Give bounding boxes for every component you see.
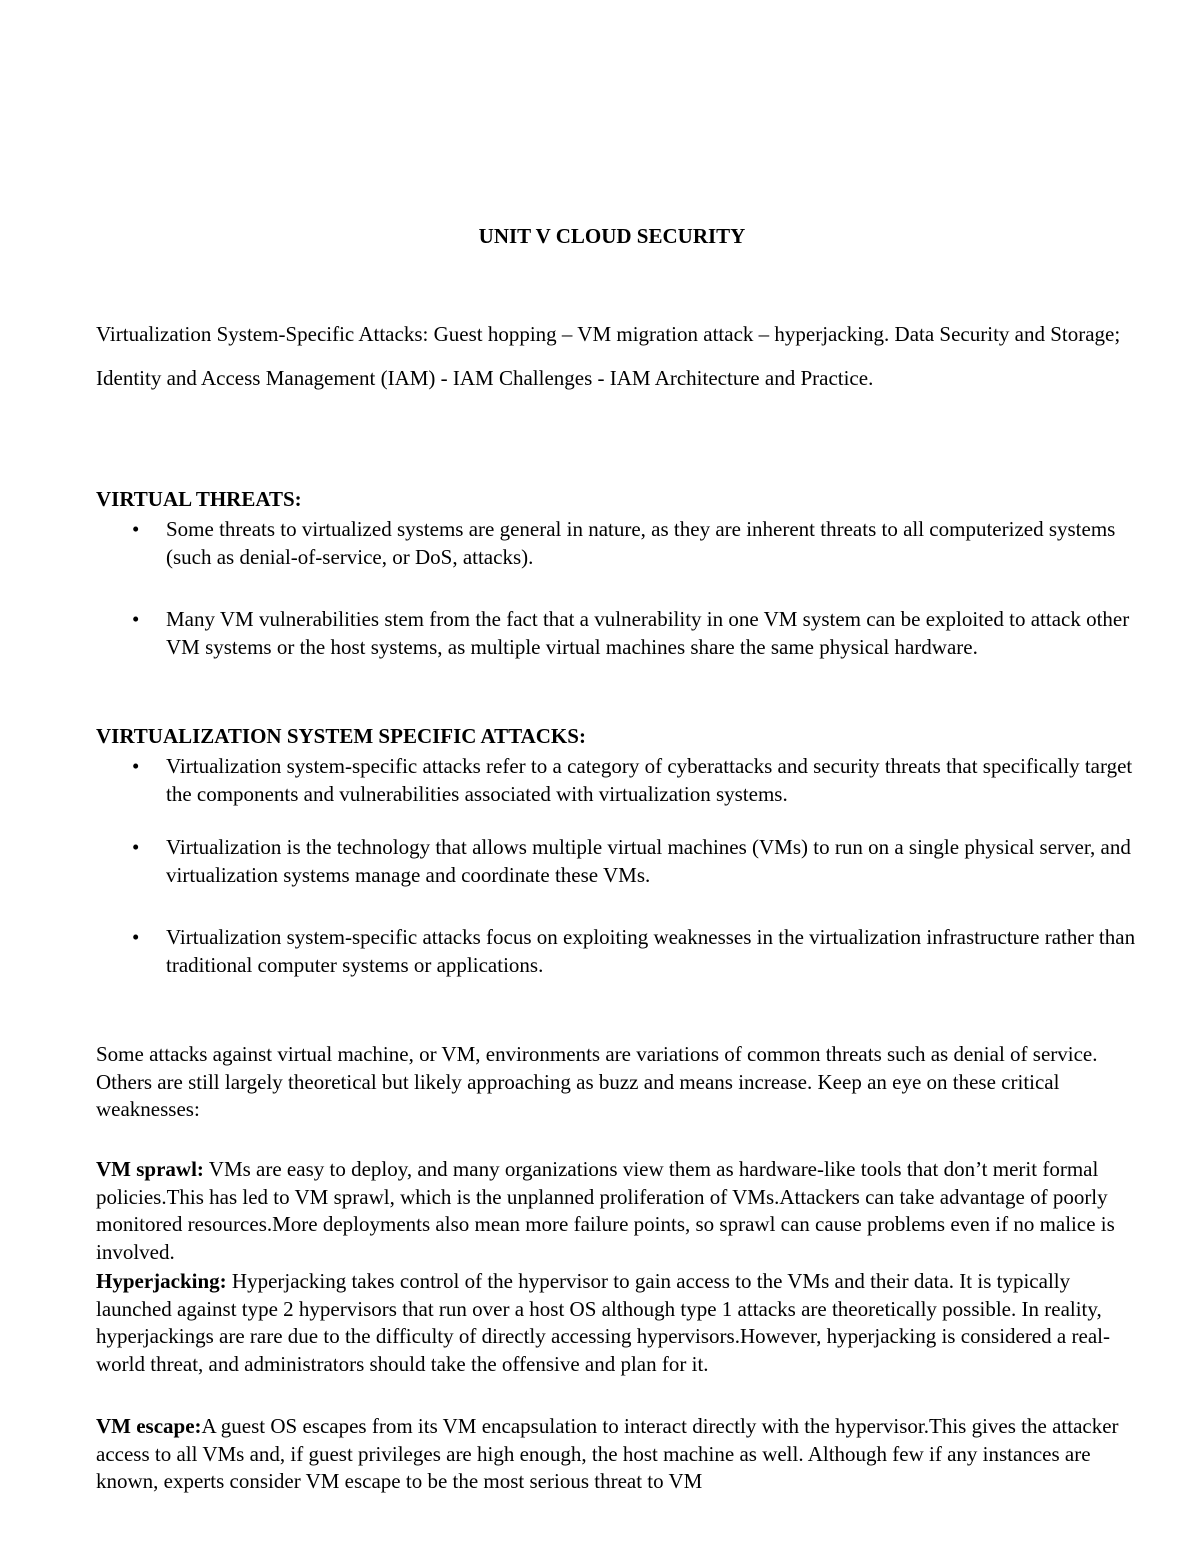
vm-sprawl-text: VMs are easy to deploy, and many organizations view them as hardware-like tools that don’t merit formal policies.This has led to VM sprawl, which is the unplanned proliferation of VMs.Attackers can take advantage of poorly monitored resources.More deployments also mean more failure points, so sprawl can cause problems even if no malice is involved. xyxy=(96,1157,1115,1264)
bullet-icon: • xyxy=(132,925,140,949)
hyperjacking-term: Hyperjacking: xyxy=(96,1269,227,1293)
vm-escape-term: VM escape: xyxy=(96,1414,202,1438)
list-item-text: Virtualization system-specific attacks refer to a category of cyberattacks and security threats that specifically target the components and vulnerabilities associated with virtualization systems. xyxy=(166,754,1133,806)
page-title: UNIT V CLOUD SECURITY xyxy=(478,224,746,248)
list-item-text: Many VM vulnerabilities stem from the fact that a vulnerability in one VM system can be exploited to attack other VM systems or the host systems, as multiple virtual machines share the same physical hardware. xyxy=(166,607,1130,659)
hyperjacking-paragraph xyxy=(96,1268,1136,1378)
vm-escape-text: A guest OS escapes from its VM encapsulation to interact directly with the hypervisor.This gives the attacker access to all VMs and, if guest privileges are high enough, the host machine as well. Although few if any instances are known, experts consider VM escape to be the most serious threat to VM xyxy=(96,1414,1119,1493)
virtualization-attacks-list xyxy=(96,753,1136,979)
intro-paragraph: Some attacks against virtual machine, or VM, environments are variations of common threats such as denial of service. Others are still largely theoretical but likely approaching as buzz and means increase. Keep an eye on these critical weaknesses: xyxy=(96,1042,1098,1121)
list-item xyxy=(96,516,1136,571)
hyperjacking-text: Hyperjacking takes control of the hypervisor to gain access to the VMs and their data. It is typically launched against type 2 hypervisors that run over a host OS although type 1 attacks are theoretically possible. In reality, hyperjackings are rare due to the difficulty of directly accessing hypervisors.However, hyperjacking is considered a real-world threat, and administrators should take the offensive and plan for it. xyxy=(96,1269,1110,1376)
list-item xyxy=(96,753,1136,808)
bullet-icon: • xyxy=(132,607,140,631)
vm-sprawl-term: VM sprawl: xyxy=(96,1157,204,1181)
list-item xyxy=(96,606,1136,661)
section-heading-virtual-threats: VIRTUAL THREATS: xyxy=(96,487,302,511)
bullet-icon: • xyxy=(132,835,140,859)
list-item-text: Virtualization system-specific attacks focus on exploiting weaknesses in the virtualization infrastructure rather than traditional computer systems or applications. xyxy=(166,925,1136,977)
vm-escape-paragraph xyxy=(96,1413,1136,1496)
vm-sprawl-paragraph xyxy=(96,1156,1136,1266)
section-heading-virtualization-attacks: VIRTUALIZATION SYSTEM SPECIFIC ATTACKS: xyxy=(96,724,586,748)
virtual-threats-list xyxy=(96,516,1136,661)
bullet-icon: • xyxy=(132,754,140,778)
bullet-icon: • xyxy=(132,517,140,541)
list-item xyxy=(96,924,1136,979)
list-item-text: Virtualization is the technology that allows multiple virtual machines (VMs) to run on a single physical server, and virtualization systems manage and coordinate these VMs. xyxy=(166,835,1131,887)
list-item-text: Some threats to virtualized systems are general in nature, as they are inherent threats to all computerized systems (such as denial-of-service, or DoS, attacks). xyxy=(166,517,1116,569)
syllabus-paragraph: Virtualization System-Specific Attacks: Guest hopping – VM migration attack – hyperjacking. Data Security and Storage; Identity and Access Management (IAM) - IAM Challenges - IAM Architecture and Practice. xyxy=(96,322,1121,390)
list-item xyxy=(96,834,1136,889)
